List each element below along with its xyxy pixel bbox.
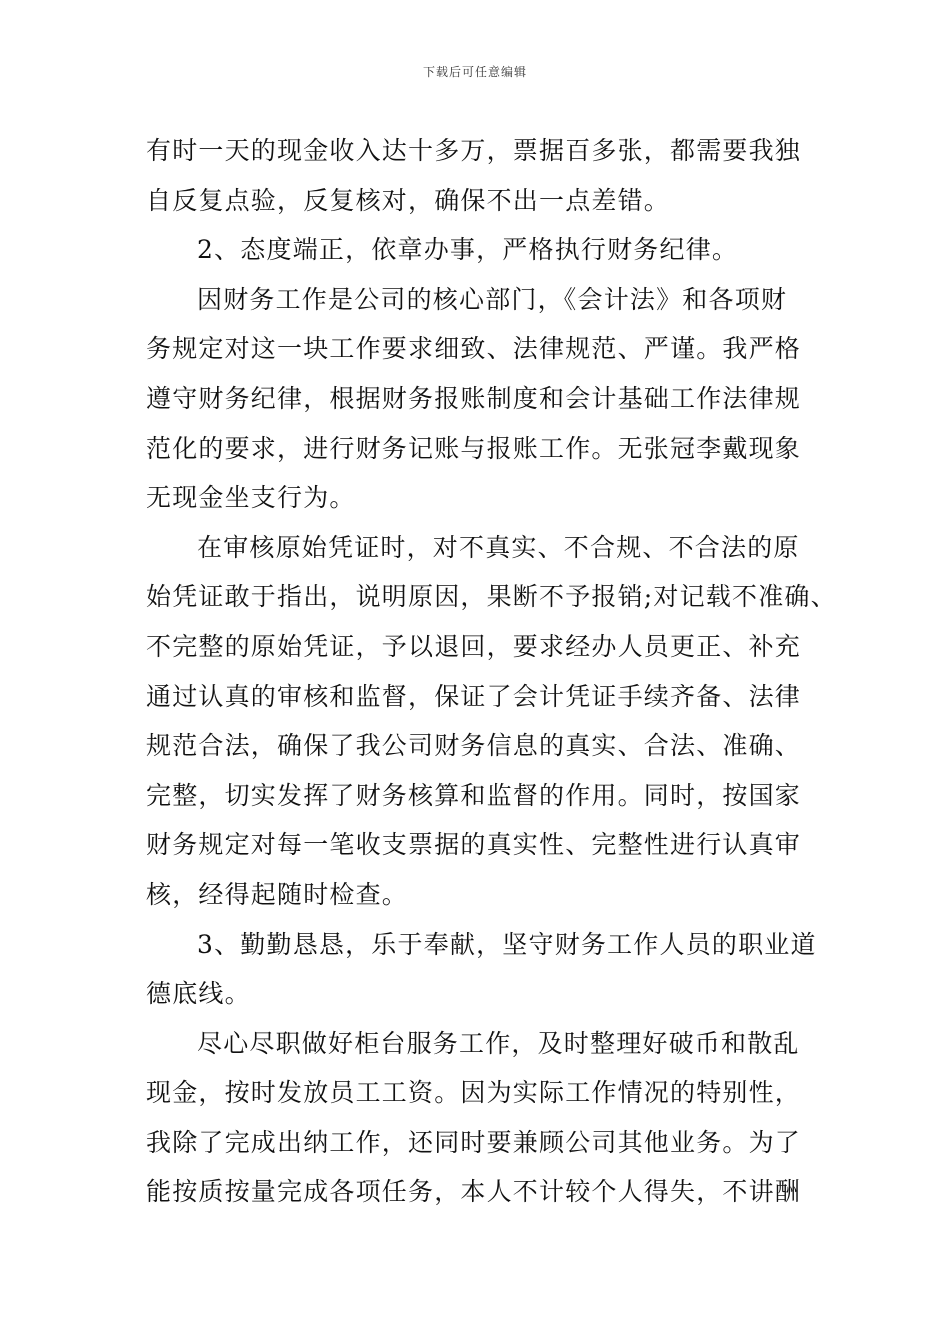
text-line: 无现金坐支行为。 [146,483,356,513]
page-header-note: 下载后可任意编辑 [422,65,527,79]
text-line: 现金，按时发放员工工资。因为实际工作情况的特别性， [146,1078,802,1108]
text-line: 遵守财务纪律，根据财务报账制度和会计基础工作法律规 [146,383,802,413]
text-line: 德底线。 [146,979,251,1009]
text-line: 始凭证敢于指出，说明原因，果断不予报销;对记载不准确、 [146,582,837,612]
text-line: 通过认真的审核和监督，保证了会计凭证手续齐备、法律 [146,681,802,711]
text-line: 自反复点验，反复核对，确保不出一点差错。 [146,185,671,215]
text-line: 不完整的原始凭证，予以退回，要求经办人员更正、补充 [146,631,802,661]
text-line: 务规定对这一块工作要求细致、法律规范、严谨。我严格 [146,334,802,364]
text-line: 范化的要求，进行财务记账与报账工作。无张冠李戴现象 [146,433,802,463]
text-line: 财务规定对每一笔收支票据的真实性、完整性进行认真审 [146,830,802,860]
document-body [146,126,837,1217]
text-line: 完整，切实发挥了财务核算和监督的作用。同时，按国家 [146,780,802,810]
paragraph-first-line: 因财务工作是公司的核心部门，《会计法》和各项财 [197,284,788,314]
text-line: 能按质按量完成各项任务，本人不计较个人得失，不讲酬 [146,1177,802,1207]
text-line: 规范合法，确保了我公司财务信息的真实、合法、准确、 [146,731,802,761]
text-line: 核，经得起随时检查。 [146,879,409,909]
paragraph-first-line: 在审核原始凭证时，对不真实、不合规、不合法的原 [197,532,800,562]
text-line: 有时一天的现金收入达十多万，票据百多张，都需要我独 [146,136,802,165]
text-line: 我除了完成出纳工作，还同时要兼顾公司其他业务。为了 [146,1127,802,1157]
paragraph-first-line: 尽心尽职做好柜台服务工作，及时整理好破币和散乱 [197,1028,800,1058]
paragraph-first-line: 2、态度端正，依章办事，严格执行财务纪律。 [197,235,739,265]
paragraph-first-line: 3、勤勤恳恳，乐于奉献，坚守财务工作人员的职业道 [197,929,817,959]
